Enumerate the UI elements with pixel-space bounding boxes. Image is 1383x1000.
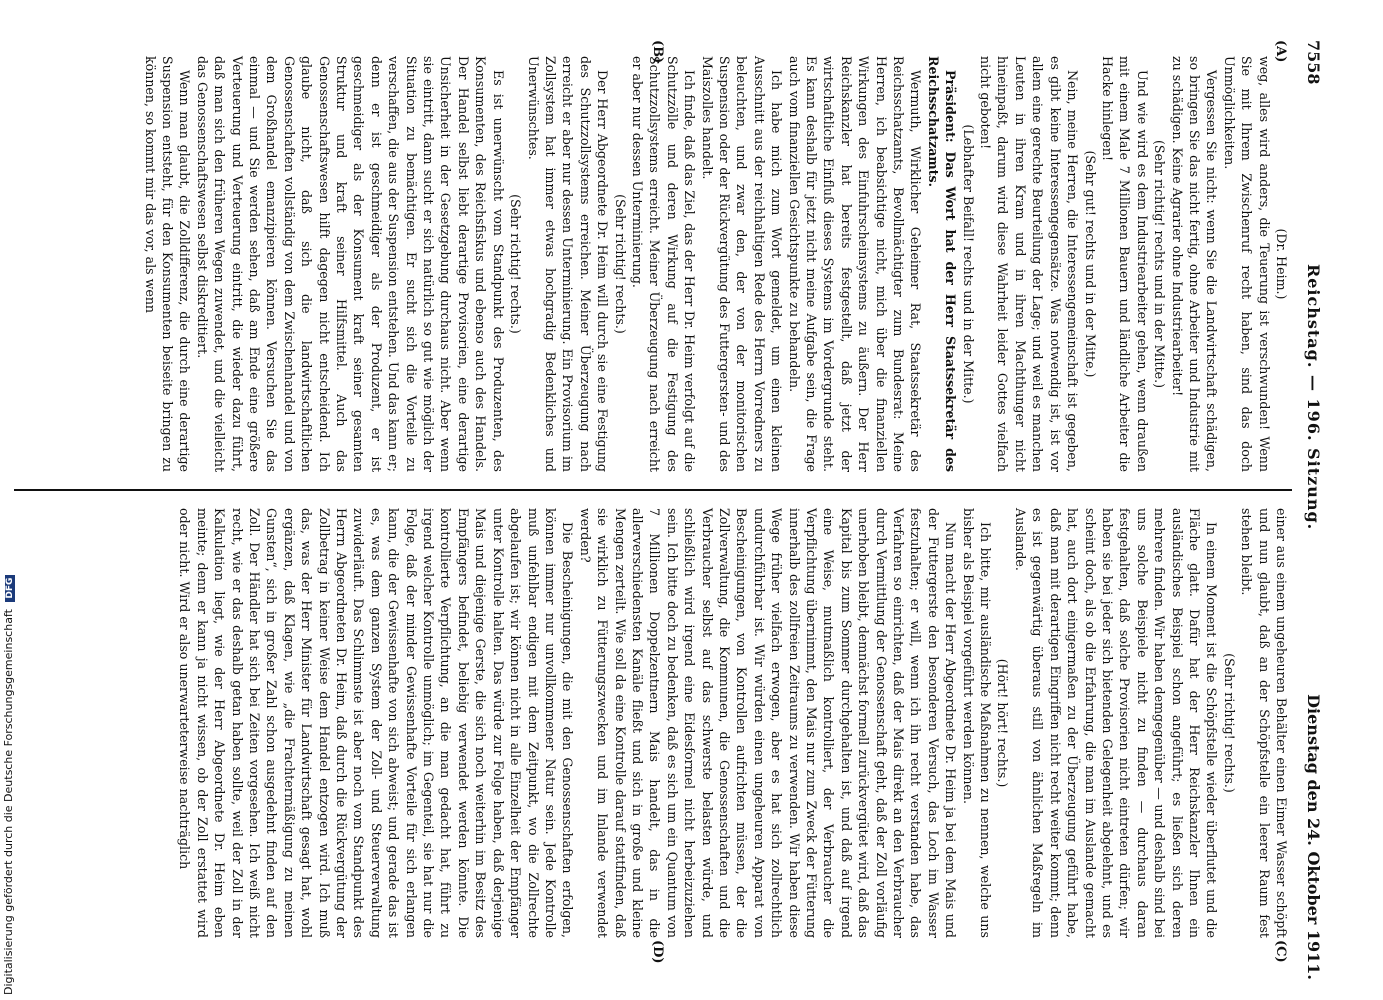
page-header <box>1304 40 1332 980</box>
paragraph: Ich habe mich zum Wort gemeldet, um einen kleinen Ausschnitt aus der reichhaltigen Rede des Herrn Vorredners zu beleuchten, und zwar den, der von der monitorischen Suspension oder der Rückvergütung des Futtergersten- und des Maiszolles handelt. <box>699 56 785 472</box>
margin-mark-d: (D) <box>650 940 665 964</box>
paragraph: (Sehr richtig! rechts.) <box>612 194 628 334</box>
margin-mark-c: (C) <box>1273 940 1288 963</box>
paragraph: Der Herr Abgeordnete Dr. Heim will durch sie eine Festigung des Schutzzollsystems erreichen. Meiner Überzeugung nach erreicht er aber nur dessen Unterminierung. Ein Provisorium im Zollsystem hat immer etwas hochgradig Bedenkliches und Unerwünschtes. <box>525 56 611 472</box>
paragraph: weg, alles wird anders, die Teuerung ist verschwunden! Wenn Sie mit Ihrem Zwischenruf recht haben, sind das doch Unmöglichkeiten. <box>1221 56 1272 472</box>
paragraph: Nun macht der Herr Abgeordnete Dr. Heim ja bei dem Mais und der Futtergerste den besonderen Versuch, das Loch im Wasser festzuhalten; er will, wenn ich ihn recht verstanden habe, das Verfahren so einrichten, daß der Mais direkt an den Verbraucher durch Vermittlung der Genossenschaft geht, daß der Zoll vorläufig unerhoben bleibt, demnächst formell zurückvergütet wird, daß das Kapital bis zum Sommer durchgehalten ist, und daß auf irgend eine Weise, mutmaßlich kontrolliert, der Verbraucher die Verpflichtung übernimmt, den Mais nur zum Zweck der Fütterung innerhalb des zollfreien Zeitraums zu verwenden. Wir haben diese Wege früher vielfach erwogen, aber es hat sich zollrechtlich undurchführbar ist. Wir würden einen ungeheuren Apparat von Bescheinigungen, von Kontrollen aufrichten müssen, der die Zollverwaltung, die Kommunen, die Genossenschaften und die Verbraucher selbst auf das schwerste belasten würde, und schließlich wird irgend eine Eidesformel nicht herbeizuziehen sein. Ich bitte doch zu bedenken, daß es sich um ein Quantum von 7 Millionen Doppelzentnern Mais handelt, das in die allerverschiedensten Kanäle fließt und sich in große und kleine Mengen zerteilt. Wie soll da eine Kontrolle darauf stattfinden, daß sie wirklich zu Fütterungszwecken und im Inlande verwendet werden? <box>577 508 959 939</box>
column-divider <box>14 489 1292 491</box>
paragraph: In einem Moment ist die Schöpfstelle wieder überflutet und die Fläche glatt. Dafür hat der Herr Reichskanzler Ihnen ein ausländisches Beispiel schon angeführt; es ließen sich deren mehrere finden. Wir haben demgegenüber — und deshalb sind bei uns solche Beispiele nicht zu finden — durchaus daran festgehalten, daß solche Provisorien nicht eintreten dürfen; wir haben sie bei jeder sich bietenden Gelegenheit abgelehnt, und es scheint doch, als ob die Erfahrung, die man im Auslande gemacht hat, auch dort einigermaßen zu der Überzeugung geführt habe, daß man mit derartigen Eingriffen nicht recht weiter kommt; denn es ist gegenwärtig überaus still von ähnlichen Maßregeln im Auslande. <box>1012 508 1220 938</box>
paragraph: (Hört! hört! rechts.) <box>995 658 1011 788</box>
paragraph: Vergessen Sie nicht: wenn Sie die Landwirtschaft schädigen, so bringen Sie das nicht fertig, ohne Arbeiter und Industrie mit zu schädigen. Keine Agrarier ohne Industriearbeiter! <box>1169 56 1220 472</box>
paragraph: Präsident: Das Wort hat der Herr Staatssekretär des Reichsschatzamts. <box>925 56 959 472</box>
left-column <box>10 56 1290 472</box>
paragraph: Und wie wird es dem Industriearbeiter gehen, wenn draußen mit einem Male 7 Millionen Bauern und ländliche Arbeiter die Hacke hinlegen! <box>1099 56 1150 472</box>
digitization-credit <box>2 577 18 995</box>
header-title: Reichstag. — 196. Sitzung. <box>1304 263 1323 531</box>
margin-mark-b: (B) <box>650 40 665 64</box>
paragraph: Die Bescheinigungen, die mit den Genossenschaften erfolgen, können immer nur unvollkommener Natur sein. Jede Kontrolle muß unfehlbar endigen mit dem Zeitpunkt, wo die Zollrechte abgelaufen ist; wir können nicht in alle Einzelheit der Empfänger unter Kontrolle halten. Das würde zur Folge haben, daß derjenige Mais und diejenige Gerste, die sich noch weiterhin im Besitz des Empfängers befindet, beliebig verwendet werden könnte. Die kontrollierte Verpflichtung, an die man gedacht hat, führt zu irgend welcher Kontrolle unmöglich; im Gegenteil, sie hat nur die Folge, daß der minder Gewissenhafte Vorteile für sich erlangen kann, die der Gewissenhafte von sich abweist; und gerade das ist es, was dem ganzen System der Zoll- und Steuerverwaltung zuwiderläuft. Das Schlimmste ist aber noch vom Standpunkt des Herrn Abgeordneten Dr. Heim, daß durch die Rückvergütung der Zollbetrag in keiner Weise dem Handel entzogen wird. Ich muß das, was der Herr Minister für Landwirtschaft gesagt hat, wohl ergänzen, daß Klagen, wie „die Frachtermäßigung zu meinen Gunsten“, sich in großer Zahl schon ausgedehnt finden auf den Zoll. Der Händler hat sich bei Zeiten vorgesehen. Ich weiß nicht recht, wie er das deshalb getan haben sollte, weil der Zoll in der Kalkulation liegt, wie der Herr Abgeordnete Dr. Heim eben meinte; denn er kann ja nicht wissen, ob der Zoll erstattet wird oder nicht. Wird er also unerwarteterweise nachträglich <box>177 508 576 938</box>
paragraph: einer aus einem ungeheuren Behälter einen Eimer Wasser schöpft und nun glaubt, daß an der Schöpfstelle ein leerer Raum fest stehen bleibt. <box>1239 508 1289 938</box>
paragraph: Ich finde, daß das Ziel, das der Herr Dr. Heim verfolgt auf die Schutzzölle und deren Wirkung auf die Festigung des Schutzzollsystems erreicht. Meiner Überzeugung nach erreicht er aber nur dessen Unterminierung. <box>629 56 698 472</box>
page-number: 7558 <box>1304 40 1323 85</box>
paragraph: Nein, meine Herren, die Interessengemeinschaft ist gegeben, es gibt keine Interessengegensätze. Was notwendig ist, ist vor allem eine gerechte Beurteilung der Lage; und weil es manchen Leuten in ihren Kram und in ihren Machthunger nicht hineinpaßt, darum wird diese Wahrheit leider Gottes vielfach nicht geboten! <box>978 56 1081 472</box>
paragraph: Es ist unerwünscht vom Standpunkt des Produzenten, des Konsumenten, des Reichsfiskus und ebenso auch des Handels. Der Handel selbst liebt derartige Provisorien, eine derartige Unsicherheit in der Gesetzgebung durchaus nicht. Aber wenn sie eintritt, dann sucht er sich natürlich so gut wie möglich der Situation zu bemächtigen. Er sucht sich die Vorteile zu verschaffen, die aus der Suspension entstehen. Und das kann er; denn er ist geschmeidiger als der Produzent, er ist geschmeidiger als der Konsument kraft seiner gesamten Struktur und kraft seiner Hilfsmittel. Auch das Genossenschaftswesen hilft dagegen nicht entscheidend. Ich glaube nicht, daß sich die landwirtschaftlichen Genossenschaften vollständig von dem Zwischenhandel und von dem Großhandel emanzipieren können. Versuchen Sie das einmal — und Sie werden sehen, daß am Ende eine größere Verteuerung und Verteuerung eintritt, die wieder dazu führt, daß man sich den früheren Wegen zuwendet, und die vielleicht das Genossenschaftswesen selbst diskreditiert. <box>194 56 506 472</box>
margin-mark-a: (A) <box>1273 40 1288 63</box>
paragraph: Wermuth, Wirklicher Geheimer Rat, Staatssekretär des Reichsschatzamts, Bevollmächtigter zum Bundesrat: Meine Herren, ich beabsichtige nicht, mich über die finanziellen Wirkungen des Einfuhrscheinsystems zu äußern. Der Herr Reichskanzler hat bereits festgestellt, daß jetzt der wirtschaftliche Einfluß dieses Systems im Vordergrunde steht. Es kann deshalb für jetzt nicht meine Aufgabe sein, die Frage auch vom finanziellen Gesichtspunkte zu behandeln. <box>786 56 924 472</box>
paragraph: (Lebhafter Beifall! rechts und in der Mitte.) <box>960 124 976 404</box>
paragraph: (Sehr richtig! rechts und in der Mitte.) <box>1152 139 1168 389</box>
right-column <box>10 508 1290 938</box>
paragraph: (Sehr richtig! rechts.) <box>1221 653 1237 793</box>
paragraph: Wenn man glaubt, die Zolldifferenz, die durch eine derartige Suspension entsteht, für den Konsumenten beiseite bringen zu können, so kommt mir das vor, als wenn <box>142 56 193 472</box>
header-date: Dienstag den 24. Oktober 1911. <box>1304 694 1323 980</box>
paragraph: Ich bitte, mir ausländische Maßnahmen zu nennen, welche uns bisher als Beispiel vorgeführt werden können. <box>960 508 994 938</box>
paragraph: (Sehr gut! rechts und in der Mitte.) <box>1082 150 1098 378</box>
paragraph: (Sehr richtig! rechts.) <box>508 194 524 334</box>
credit-text: Digitalisierung gefördert durch die Deutsche Forschungsgemeinschaft <box>2 609 15 995</box>
paragraph: (Dr. Heim.) <box>1274 228 1289 300</box>
dfg-logo: DFG <box>5 575 15 602</box>
